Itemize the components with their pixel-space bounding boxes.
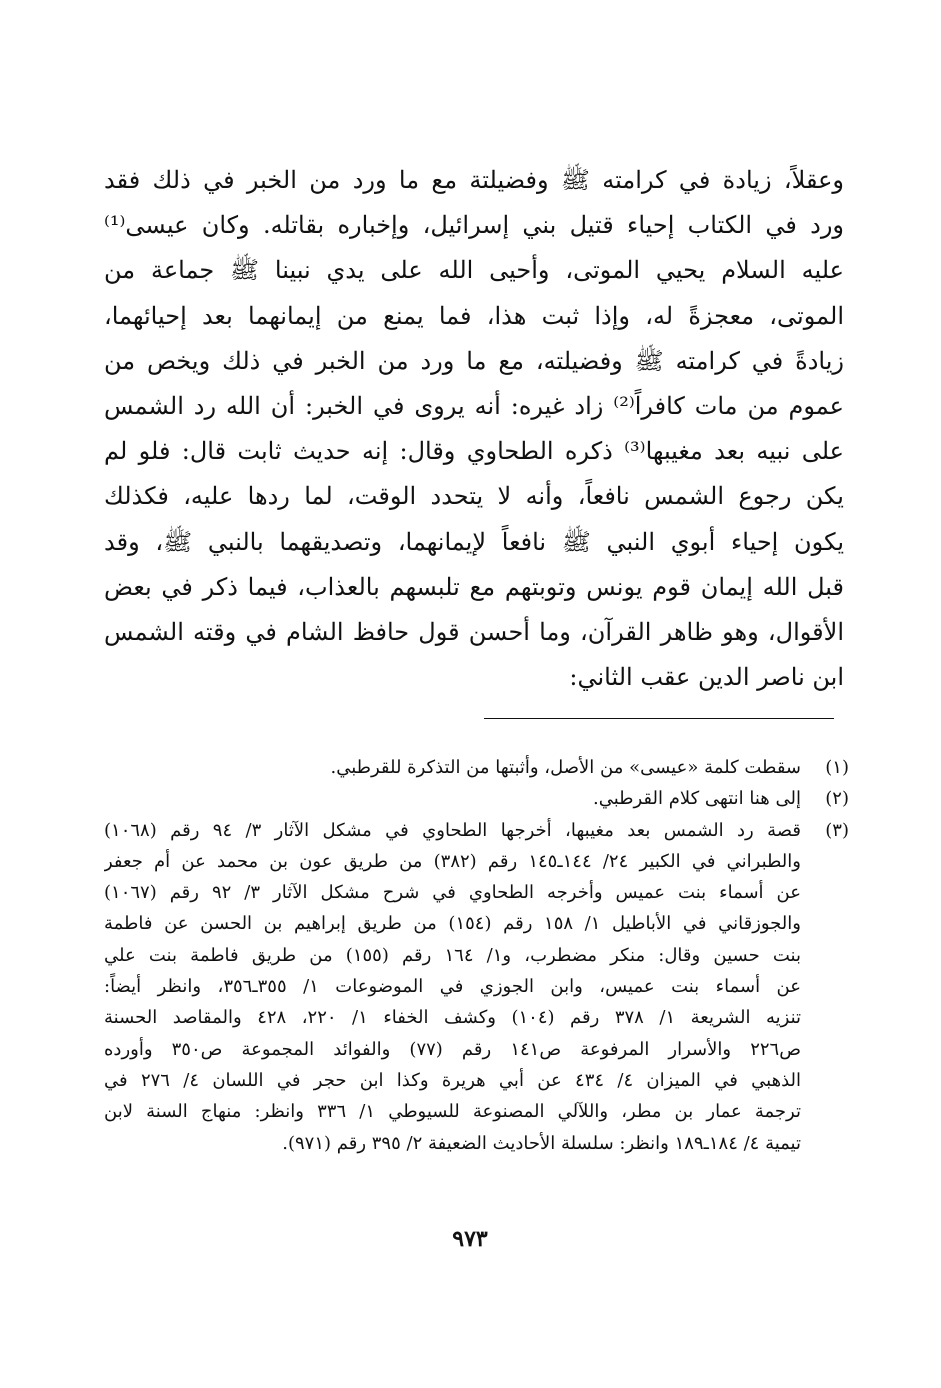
footnote-text: سقطت كلمة «عيسى» من الأصل، وأثبتها من التذكرة للقرطبي.	[330, 757, 801, 778]
footnote-3-continuation	[104, 908, 849, 939]
footnote-text: ترجمة عمار بن مطر، واللآلي المصنوعة للسيوطي ١/ ٣٣٦ وانظر: منهاج السنة لابن	[104, 1101, 801, 1123]
footnote-3-continuation	[104, 1096, 849, 1127]
footnote-separator	[484, 718, 834, 719]
footnote-text: ص٢٢٦ والأسرار المرفوعة ص١٤١ رقم (٧٧) والفوائد المجموعة ص٣٥٠ وأورده	[104, 1038, 801, 1060]
main-text-line: يكن رجوع الشمس نافعاً، وأنه لا يتحدد الوقت، لما ردها عليه، فكذلك	[104, 482, 844, 511]
footnote-number: (٢)	[825, 788, 849, 810]
main-text-line: وعقلاً، زيادة في كرامته ﷺ وفضيلتة مع ما ورد من الخبر في ذلك فقد	[104, 166, 844, 194]
main-text-line: الأقوال، وهو ظاهر القرآن، وما أحسن قول حافظ الشام في وقته الشمس	[104, 617, 844, 646]
main-text-line: الموتى، معجزةً له، وإذا ثبت هذا، فما يمنع من إيمانهما بعد إحيائهما،	[104, 301, 844, 330]
footnote-text: والطبراني في الكبير ٢٤/ ١٤٤ـ١٤٥ رقم (٣٨٢) من طريق عون بن محمد عن أم جعفر	[104, 850, 801, 872]
footnote-text: إلى هنا انتهى كلام القرطبي.	[593, 788, 801, 810]
footnote-3-continuation	[104, 971, 849, 1002]
main-text-line: على نبيه بعد مغيبها⁽³⁾ ذكره الطحاوي وقال: إنه حديث ثابت قال: فلو لم	[104, 437, 844, 466]
footnote-3-continuation	[104, 877, 849, 908]
footnote-text: قصة رد الشمس بعد مغيبها، أخرجها الطحاوي في مشكل الآثار ٣/ ٩٤ رقم (١٠٦٨)	[104, 819, 801, 841]
footnote-text: عن أسماء بنت عميس وأخرجه الطحاوي في شرح مشكل الآثار ٣/ ٩٢ رقم (١٠٦٧)	[104, 882, 801, 904]
footnote-3-continuation	[104, 1034, 849, 1065]
footnote-3-continuation	[104, 846, 849, 877]
footnotes-block	[104, 752, 849, 1159]
footnote-3-continuation	[104, 940, 849, 971]
footnote-text: تنزيه الشريعة ١/ ٣٧٨ رقم (١٠٤) وكشف الخفاء ١/ ٢٢٠، ٤٢٨ والمقاصد الحسنة	[104, 1007, 801, 1029]
main-text-line: ورد في الكتاب إحياء قتيل بني إسرائيل، وإخباره بقاتله. وكان عيسى⁽¹⁾	[104, 211, 844, 240]
main-text-line: يكون إحياء أبوي النبي ﷺ نافعاً لإيمانهما، وتصديقهما بالنبي ﷺ، وقد	[104, 527, 844, 556]
main-text-line: قبل الله إيمان قوم يونس وتوبتهم مع تلبسهم بالعذاب، فيما ذكر في بعض	[104, 572, 844, 601]
main-text-line: عليه السلام يحيي الموتى، وأحيى الله على يدي نبينا ﷺ جماعة من	[104, 256, 844, 285]
footnote-1	[104, 752, 849, 783]
footnote-text: بنت حسين وقال: منكر مضطرب، و١/ ١٦٤ رقم (١٥٥) من طريق فاطمة بنت علي	[104, 944, 801, 966]
footnote-3-continuation	[104, 1128, 849, 1159]
footnote-number: (٣)	[825, 819, 849, 841]
footnote-3-continuation	[104, 1002, 849, 1033]
main-text-line: عموم من مات كافراً⁽²⁾ زاد غيره: أنه يروى في الخبر: أن الله رد الشمس	[104, 391, 844, 420]
main-text-line: ابن ناصر الدين عقب الثاني:	[569, 663, 844, 692]
footnote-text: الذهبي في الميزان ٤/ ٤٣٤ عن أبي هريرة وكذا ابن حجر في اللسان ٤/ ٢٧٦ في	[104, 1069, 801, 1091]
main-text-block	[104, 158, 844, 700]
footnote-3-continuation	[104, 1065, 849, 1096]
page-number: ٩٧٣	[452, 1226, 488, 1252]
footnote-text: عن أسماء بنت عميس، وابن الجوزي في الموضوعات ١/ ٣٥٥ـ٣٥٦، وانظر أيضاً:	[104, 976, 801, 998]
footnote-3	[104, 815, 849, 846]
main-text-line: زيادةً في كرامته ﷺ وفضيلته، مع ما ورد من الخبر في ذلك ويخص من	[104, 346, 844, 375]
footnote-text: والجوزقاني في الأباطيل ١/ ١٥٨ رقم (١٥٤) من طريق إبراهيم بن الحسن عن فاطمة	[104, 913, 801, 935]
footnote-text: تيمية ٤/ ١٨٤ـ١٨٩ وانظر: سلسلة الأحاديث الضعيفة ٢/ ٣٩٥ رقم (٩٧١).	[282, 1132, 801, 1154]
footnote-number: (١)	[825, 757, 849, 778]
footnote-2	[104, 783, 849, 814]
